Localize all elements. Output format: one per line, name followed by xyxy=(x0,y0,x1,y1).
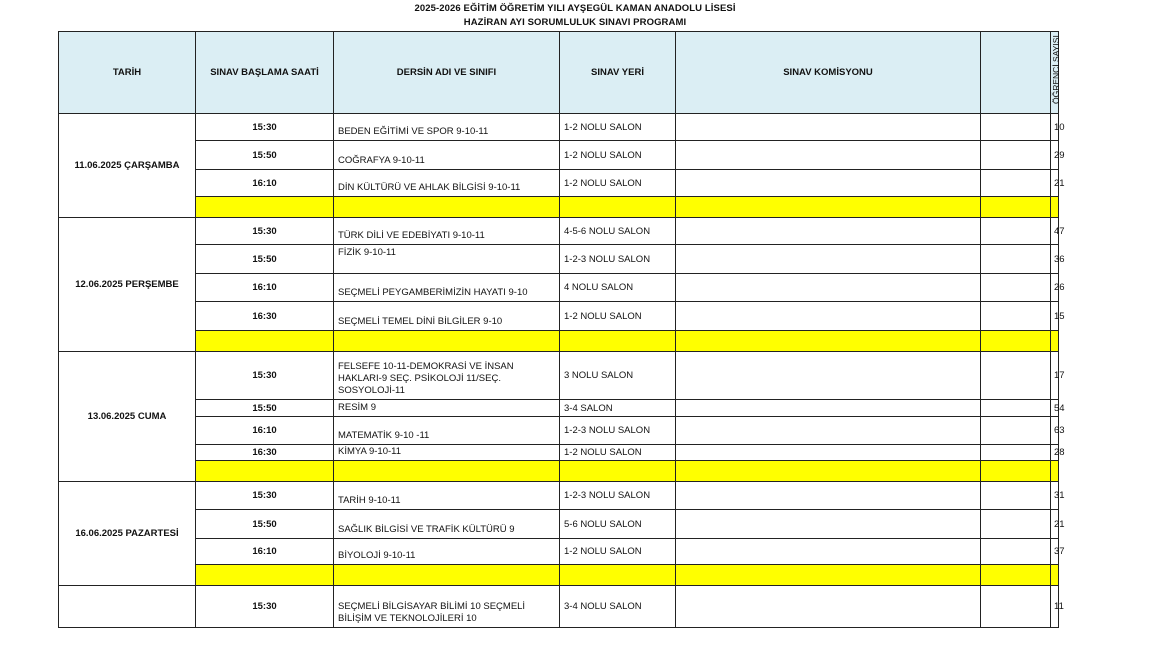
exam-course: SEÇMELİ TEMEL DİNİ BİLGİLER 9-10 xyxy=(334,302,560,331)
separator-cell xyxy=(676,461,981,482)
exam-time: 15:50 xyxy=(196,245,334,274)
separator-cell xyxy=(1051,461,1059,482)
header-extra xyxy=(981,32,1051,114)
separator-cell xyxy=(196,461,334,482)
separator-cell xyxy=(1051,197,1059,218)
exam-committee xyxy=(676,114,981,141)
separator-cell xyxy=(981,565,1051,586)
exam-place: 3-4 SALON xyxy=(560,400,676,417)
header-date: TARİH xyxy=(59,32,196,114)
exam-extra xyxy=(981,170,1051,197)
exam-course: BİYOLOJİ 9-10-11 xyxy=(334,539,560,565)
exam-student-count: 15 xyxy=(1051,302,1059,331)
exam-extra xyxy=(981,417,1051,445)
exam-extra xyxy=(981,274,1051,302)
exam-time: 16:10 xyxy=(196,539,334,565)
separator-cell xyxy=(560,565,676,586)
separator-cell xyxy=(560,461,676,482)
exam-place: 1-2 NOLU SALON xyxy=(560,445,676,461)
table-row xyxy=(59,400,1059,417)
exam-date: 16.06.2025 PAZARTESİ xyxy=(59,482,196,586)
header-start-time: SINAV BAŞLAMA SAATİ xyxy=(196,32,334,114)
separator-row xyxy=(59,331,1059,352)
exam-place: 4 NOLU SALON xyxy=(560,274,676,302)
exam-place: 4-5-6 NOLU SALON xyxy=(560,218,676,245)
exam-committee xyxy=(676,445,981,461)
table-header-row xyxy=(59,32,1059,114)
exam-extra xyxy=(981,141,1051,170)
exam-extra xyxy=(981,586,1051,628)
table-row xyxy=(59,245,1059,274)
exam-committee xyxy=(676,352,981,400)
exam-course: SAĞLIK BİLGİSİ VE TRAFİK KÜLTÜRÜ 9 xyxy=(334,510,560,539)
exam-time: 15:30 xyxy=(196,586,334,628)
exam-extra xyxy=(981,352,1051,400)
exam-course: FİZİK 9-10-11 xyxy=(334,245,560,274)
exam-committee xyxy=(676,510,981,539)
exam-extra xyxy=(981,218,1051,245)
schedule-body xyxy=(59,114,1065,628)
separator-cell xyxy=(334,461,560,482)
exam-course: TÜRK DİLİ VE EDEBİYATI 9-10-11 xyxy=(334,218,560,245)
exam-course: SEÇMELİ PEYGAMBERİMİZİN HAYATI 9-10 xyxy=(334,274,560,302)
exam-extra xyxy=(981,539,1051,565)
exam-student-count: 31 xyxy=(1051,482,1059,510)
exam-course: RESİM 9 xyxy=(334,400,560,417)
header-place: SINAV YERİ xyxy=(560,32,676,114)
separator-cell xyxy=(981,197,1051,218)
separator-cell xyxy=(981,461,1051,482)
table-row xyxy=(59,482,1059,510)
exam-student-count: 21 xyxy=(1051,510,1059,539)
exam-course: FELSEFE 10-11-DEMOKRASİ VE İNSAN HAKLARI-9 SEÇ. PSİKOLOJİ 11/SEÇ. SOSYOLOJİ-11 xyxy=(334,352,560,400)
exam-date xyxy=(59,586,196,628)
exam-extra xyxy=(981,245,1051,274)
document-subtitle: HAZİRAN AYI SORUMLULUK SINAVI PROGRAMI xyxy=(463,17,687,28)
exam-student-count: 54 xyxy=(1051,400,1059,417)
header-student-count: ÖĞRENCİ SAYISI xyxy=(1051,32,1059,114)
exam-committee xyxy=(676,302,981,331)
separator-cell xyxy=(334,565,560,586)
exam-time: 15:30 xyxy=(196,352,334,400)
exam-time: 15:50 xyxy=(196,141,334,170)
header-course: DERSİN ADI VE SINIFI xyxy=(334,32,560,114)
separator-cell xyxy=(676,197,981,218)
exam-place: 1-2-3 NOLU SALON xyxy=(560,482,676,510)
exam-extra xyxy=(981,445,1051,461)
separator-row xyxy=(59,197,1059,218)
separator-cell xyxy=(196,565,334,586)
exam-date: 13.06.2025 CUMA xyxy=(59,352,196,482)
table-row xyxy=(59,274,1059,302)
exam-place: 1-2 NOLU SALON xyxy=(560,302,676,331)
exam-course: KİMYA 9-10-11 xyxy=(334,445,560,461)
separator-cell xyxy=(334,197,560,218)
table-row xyxy=(59,114,1059,141)
table-row xyxy=(59,586,1059,628)
table-row xyxy=(59,417,1059,445)
exam-committee xyxy=(676,218,981,245)
document-title: 2025-2026 EĞİTİM ÖĞRETİM YILI AYŞEGÜL KAMAN ANADOLU LİSESİ xyxy=(414,3,736,14)
table-row xyxy=(59,510,1059,539)
separator-cell xyxy=(560,331,676,352)
exam-time: 16:10 xyxy=(196,274,334,302)
separator-row xyxy=(59,461,1059,482)
exam-schedule-table xyxy=(58,31,1065,628)
exam-extra xyxy=(981,114,1051,141)
exam-committee xyxy=(676,482,981,510)
exam-committee xyxy=(676,586,981,628)
exam-course: COĞRAFYA 9-10-11 xyxy=(334,141,560,170)
exam-time: 16:10 xyxy=(196,170,334,197)
exam-student-count: 37 xyxy=(1051,539,1059,565)
separator-cell xyxy=(196,197,334,218)
exam-committee xyxy=(676,141,981,170)
exam-student-count: 21 xyxy=(1051,170,1059,197)
exam-committee xyxy=(676,274,981,302)
table-row xyxy=(59,141,1059,170)
table-row xyxy=(59,445,1059,461)
exam-date: 12.06.2025 PERŞEMBE xyxy=(59,218,196,352)
exam-time: 15:30 xyxy=(196,114,334,141)
exam-place: 3-4 NOLU SALON xyxy=(560,586,676,628)
exam-committee xyxy=(676,400,981,417)
exam-place: 1-2-3 NOLU SALON xyxy=(560,417,676,445)
exam-place: 1-2 NOLU SALON xyxy=(560,114,676,141)
exam-student-count: 10 xyxy=(1051,114,1059,141)
exam-place: 1-2 NOLU SALON xyxy=(560,141,676,170)
exam-committee xyxy=(676,245,981,274)
exam-course: DİN KÜLTÜRÜ VE AHLAK BİLGİSİ 9-10-11 xyxy=(334,170,560,197)
separator-cell xyxy=(1051,331,1059,352)
exam-time: 15:50 xyxy=(196,400,334,417)
exam-course: TARİH 9-10-11 xyxy=(334,482,560,510)
exam-student-count: 17 xyxy=(1051,352,1059,400)
exam-extra xyxy=(981,400,1051,417)
exam-extra xyxy=(981,482,1051,510)
exam-student-count: 63 xyxy=(1051,417,1059,445)
exam-time: 15:30 xyxy=(196,218,334,245)
exam-time: 16:10 xyxy=(196,417,334,445)
table-row xyxy=(59,352,1059,400)
exam-student-count: 11 xyxy=(1051,586,1059,628)
exam-student-count: 26 xyxy=(1051,274,1059,302)
separator-cell xyxy=(981,331,1051,352)
separator-cell xyxy=(196,331,334,352)
separator-cell xyxy=(560,197,676,218)
exam-extra xyxy=(981,510,1051,539)
table-row xyxy=(59,170,1059,197)
table-row xyxy=(59,218,1059,245)
exam-place: 1-2 NOLU SALON xyxy=(560,539,676,565)
exam-date: 11.06.2025 ÇARŞAMBA xyxy=(59,114,196,218)
separator-cell xyxy=(1051,565,1059,586)
exam-student-count: 29 xyxy=(1051,141,1059,170)
exam-place: 3 NOLU SALON xyxy=(560,352,676,400)
table-row xyxy=(59,302,1059,331)
exam-time: 15:50 xyxy=(196,510,334,539)
exam-place: 1-2 NOLU SALON xyxy=(560,170,676,197)
exam-committee xyxy=(676,539,981,565)
exam-course: MATEMATİK 9-10 -11 xyxy=(334,417,560,445)
separator-row xyxy=(59,565,1059,586)
separator-cell xyxy=(676,331,981,352)
exam-time: 16:30 xyxy=(196,302,334,331)
exam-student-count: 47 xyxy=(1051,218,1059,245)
exam-time: 16:30 xyxy=(196,445,334,461)
exam-place: 1-2-3 NOLU SALON xyxy=(560,245,676,274)
exam-student-count: 36 xyxy=(1051,245,1059,274)
separator-cell xyxy=(334,331,560,352)
exam-committee xyxy=(676,417,981,445)
exam-course: BEDEN EĞİTİMİ VE SPOR 9-10-11 xyxy=(334,114,560,141)
exam-extra xyxy=(981,302,1051,331)
header-committee: SINAV KOMİSYONU xyxy=(676,32,981,114)
exam-committee xyxy=(676,170,981,197)
exam-time: 15:30 xyxy=(196,482,334,510)
separator-cell xyxy=(676,565,981,586)
exam-place: 5-6 NOLU SALON xyxy=(560,510,676,539)
exam-student-count: 28 xyxy=(1051,445,1059,461)
table-row xyxy=(59,539,1059,565)
exam-course: SEÇMELİ BİLGİSAYAR BİLİMİ 10 SEÇMELİ BİLİŞİM VE TEKNOLOJİLERİ 10 xyxy=(334,586,560,628)
